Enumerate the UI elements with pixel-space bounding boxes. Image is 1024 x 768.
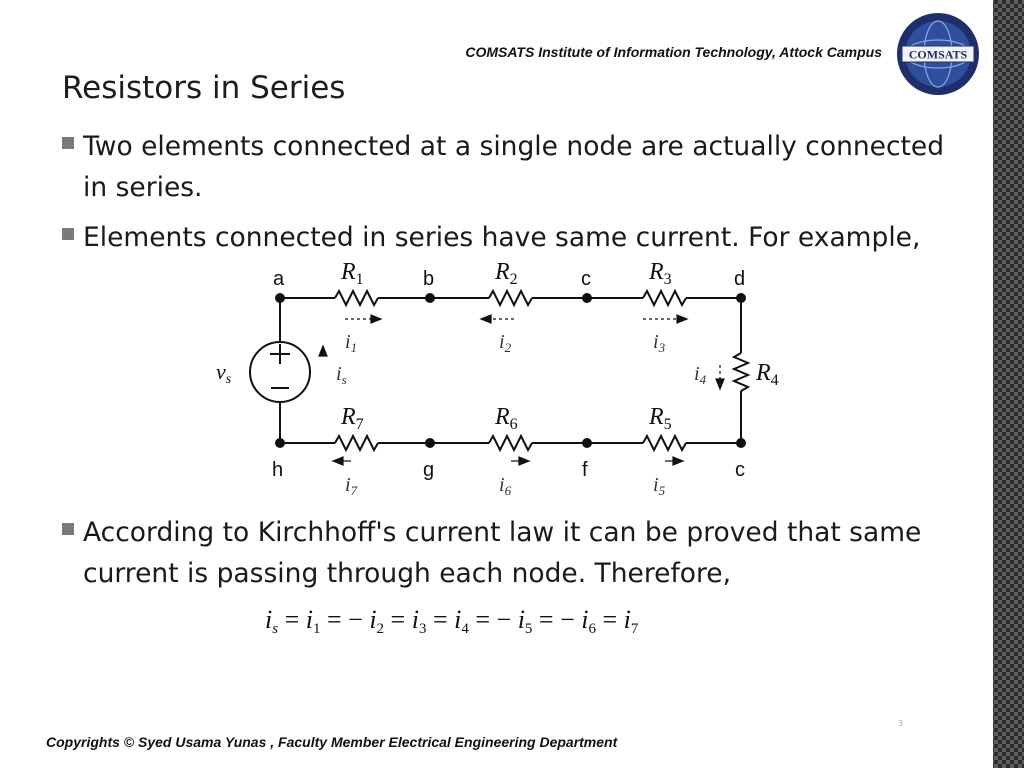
resistor-label-r6: $R_6$: [495, 404, 518, 433]
logo-wordmark: COMSATS: [908, 47, 968, 62]
bullet-item-3: [62, 512, 967, 594]
current-label-i4: $i_4$: [694, 363, 707, 387]
slide-title: Resistors in Series: [62, 70, 346, 106]
node-label-h: h: [272, 459, 284, 481]
current-label-i7: $i_7$: [345, 474, 358, 498]
bullet-text-1: Two elements connected at a single node are actually connected in series.: [83, 131, 945, 203]
resistor-label-r4: $R_4$: [756, 360, 779, 389]
bullet-item-1: [62, 126, 967, 208]
source-label-vs: vs: [216, 359, 232, 387]
current-label-i2: $i_2$: [499, 331, 512, 355]
resistor-label-r2: $R_2$: [495, 259, 518, 288]
node-label-c: c: [581, 268, 591, 290]
node-label-a: a: [273, 268, 285, 290]
svg-text:is = i1 = − i2 =: is = i1 = − i2 = i3 = i4 = − i5 = − i6 = i7: [265, 605, 639, 637]
node-label-g: g: [423, 459, 435, 481]
resistor-label-r3: $R_3$: [649, 259, 672, 288]
decorative-side-strip: [990, 0, 1024, 768]
bullet-square-icon: [62, 523, 74, 535]
resistor-label-r5: $R_5$: [649, 404, 672, 433]
node-label-c-bottom: c: [735, 459, 745, 481]
series-circuit-diagram: [205, 255, 805, 505]
current-label-i1: $i_1$: [345, 331, 358, 355]
slide-number: 3: [898, 719, 904, 728]
resistor-label-r1: $R_1$: [341, 259, 364, 288]
current-label-i3: $i_3$: [653, 331, 666, 355]
comsats-logo: [896, 12, 980, 96]
current-label-i5: $i_5$: [653, 474, 666, 498]
institution-name: COMSATS Institute of Information Technology, Attock Campus: [465, 44, 882, 60]
footer-copyright: Copyrights © Syed Usama Yunas , Faculty Member Electrical Engineering Department: [46, 734, 618, 750]
bullet-item-2: [62, 217, 967, 258]
node-label-b: b: [423, 268, 435, 290]
bullet-square-icon: [62, 137, 74, 149]
current-label-i6: $i_6$: [499, 474, 512, 498]
resistor-label-r7: $R_7$: [341, 404, 364, 433]
bullet-text-2: Elements connected in series have same current. For example,: [83, 222, 921, 253]
node-label-f: f: [582, 459, 588, 481]
bullet-text-3: According to Kirchhoff's current law it can be proved that same current is passing through each node. Therefore,: [83, 517, 922, 589]
bullet-square-icon: [62, 228, 74, 240]
current-label-is: $i_s$: [336, 363, 347, 387]
node-label-d: d: [734, 268, 746, 290]
side-strip-edge: [990, 0, 993, 768]
current-equation: [265, 598, 765, 642]
